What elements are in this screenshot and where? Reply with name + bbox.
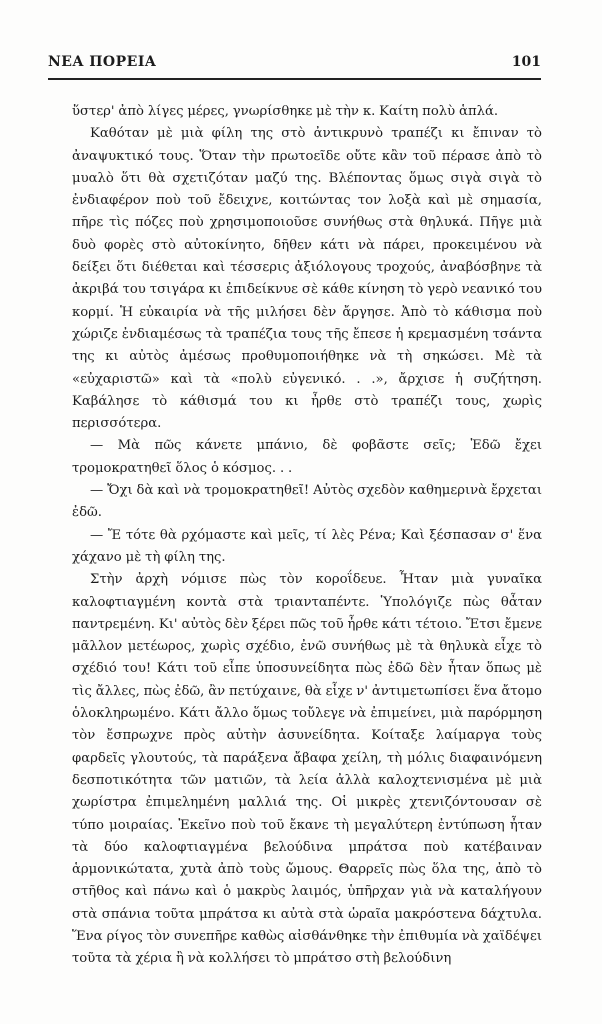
journal-title: ΝΕΑ ΠΟΡΕΙΑ [48,54,157,70]
paragraph: Στὴν ἀρχὴ νόμισε πὼς τὸν κοροΐδευε. Ἦταν μιὰ γυναῖκα καλοφτιαγμένη κοντὰ στὰ τριανταπέντε. Ὑπολόγιζε πὼς θἆταν παντρεμένη. Κι' αὐτὸς δὲν ξέρει πῶς τοῦ ἦρθε κάτι τέτοιο. Ἔτσι ἔμενε μᾶλλον μετέωρος, χωρὶς σχέδιο, ἐνῶ συνήθως μὲ τὰ θηλυκὰ εἶχε τὸ σχέδιό του! Κάτι τοῦ εἶπε ὑποσυνείδητα πὼς ἐδῶ δὲν ἦταν ὅπως μὲ τὶς ἄλλες, πὼς ἐδῶ, ἂν πετύχαινε, θὰ εἶχε ν' ἀντιμετωπίσει ἕνα ἄτομο ὁλοκληρωμένο. Κάτι ἄλλο ὅμως τοὔλεγε νὰ ἐπιμείνει, μιὰ παρόρμηση τὸν ἔσπρωχνε πρὸς αὐτὴν ἀσυνείδητα. Κοίταξε λαίμαργα τοὺς φαρδεῖς γλουτούς, τὰ παράξενα ἄβαφα χείλη, τὴ μόλις διαφαινόμενη δεσποτικότητα τῶν ματιῶν, τὰ λεία ἀλλὰ καλοχτενισμένα μὲ μιὰ χωρίστρα ἐπιμελημένη μαλλιά της. Οἱ μικρὲς χτενιζόντουσαν σὲ τύπο μοιραίας. Ἐκεῖνο ποὺ τοῦ ἔκανε τὴ μεγαλύτερη ἐντύπωση ἦταν τὰ δύο καλοφτιαγμένα βελούδινα μπράτσα ποὺ κατέβαιναν ἁρμονικώτατα, χυτὰ ἀπὸ τοὺς ὤμους. Θαρρεῖς πὼς ὅλα της, ἀπὸ τὸ στῆθος καὶ πάνω καὶ ὁ μακρὺς λαιμός, ὑπῆρχαν γιὰ νὰ καταλήγουν στὰ σπάνια τοῦτα μπράτσα κι αὐτὰ στὰ ὡραῖα μακρόστενα δάχτυλα. Ἕνα ρίγος τὸν συνεπῆρε καθὼς αἰσθάνθηκε τὴν ἐπιθυμία νὰ χαϊδέψει τοῦτα τὰ χέρια ἢ νὰ κολλήσει τὸ μπράτσο στὴ βελούδινη [72,572,542,967]
dialogue-line: — Ἔ τότε θὰ ρχόμαστε καὶ μεῖς, τί λὲς Ρένα; Καὶ ξέσπασαν σ' ἕνα χάχανο μὲ τὴ φίλη της. [72,527,542,565]
header-rule [48,78,541,80]
page-number: 101 [511,54,541,70]
dialogue-line: — Μὰ πῶς κάνετε μπάνιο, δὲ φοβᾶστε σεῖς; Ἐδῶ ἔχει τρομοκρατηθεῖ ὅλος ὁ κόσμος. . . [72,438,542,476]
paragraph: Καθόταν μὲ μιὰ φίλη της στὸ ἀντικρυνὸ τραπέζι κι ἔπιναν τὸ ἀναψυκτικό τους. Ὅταν τὴν πρωτοεῖδε οὔτε κἂν τοῦ πέρασε ἀπὸ τὸ μυαλὸ ὅτι θὰ σχετιζόταν μαζύ της. Βλέποντας ὅμως σιγὰ σιγὰ τὸ ἐνδιαφέρον ποὺ τοῦ ἔδειχνε, κοιτώντας τον λοξὰ καὶ μὲ σημασία, πῆρε τὶς πόζες ποὺ χρησιμοποιοῦσε συνήθως στὰ θηλυκά. Πῆγε μιὰ δυὸ φορὲς στὸ αὐτοκίνητο, δῆθεν κάτι νὰ πάρει, προκειμένου νὰ δείξει ὅτι διέθεται καὶ τέσσερις ἀξιόλογους τροχούς, ἀναβόσβηνε τὰ ἀκριβά του τσιγάρα κι ἐπιδείκνυε σὲ κάθε κίνηση τὸ γερὸ νεανικό του κορμί. Ἡ εὐκαιρία νὰ τῆς μιλήσει δὲν ἄργησε. Ἀπὸ τὸ κάθισμα ποὺ χώριζε ἐνδιαμέσως τὰ τραπέζια τους τῆς ἔπεσε ἡ κρεμασμένη τσάντα της κι αὐτὸς ἀμέσως προθυμοποιήθηκε νὰ τὴ σηκώσει. Μὲ τὰ «εὐχαριστῶ» καὶ τὰ «πολὺ εὐγενικό. . .», ἄρχισε ἡ συζήτηση. Καβάλησε τὸ κάθισμά του κι ἦρθε στὸ τραπέζι τους, χωρὶς περισσότερα. [72,126,542,432]
body-text [72,101,542,971]
running-header [48,54,541,76]
paragraph: ὕστερ' ἀπὸ λίγες μέρες, γνωρίσθηκε μὲ τὴν κ. Καίτη πολὺ ἁπλά. [72,104,499,119]
dialogue-line: — Ὄχι δὰ καὶ νὰ τρομοκρατηθεῖ! Αὐτὸς σχεδὸν καθημερινὰ ἔρχεται ἐδῶ. [72,483,542,521]
